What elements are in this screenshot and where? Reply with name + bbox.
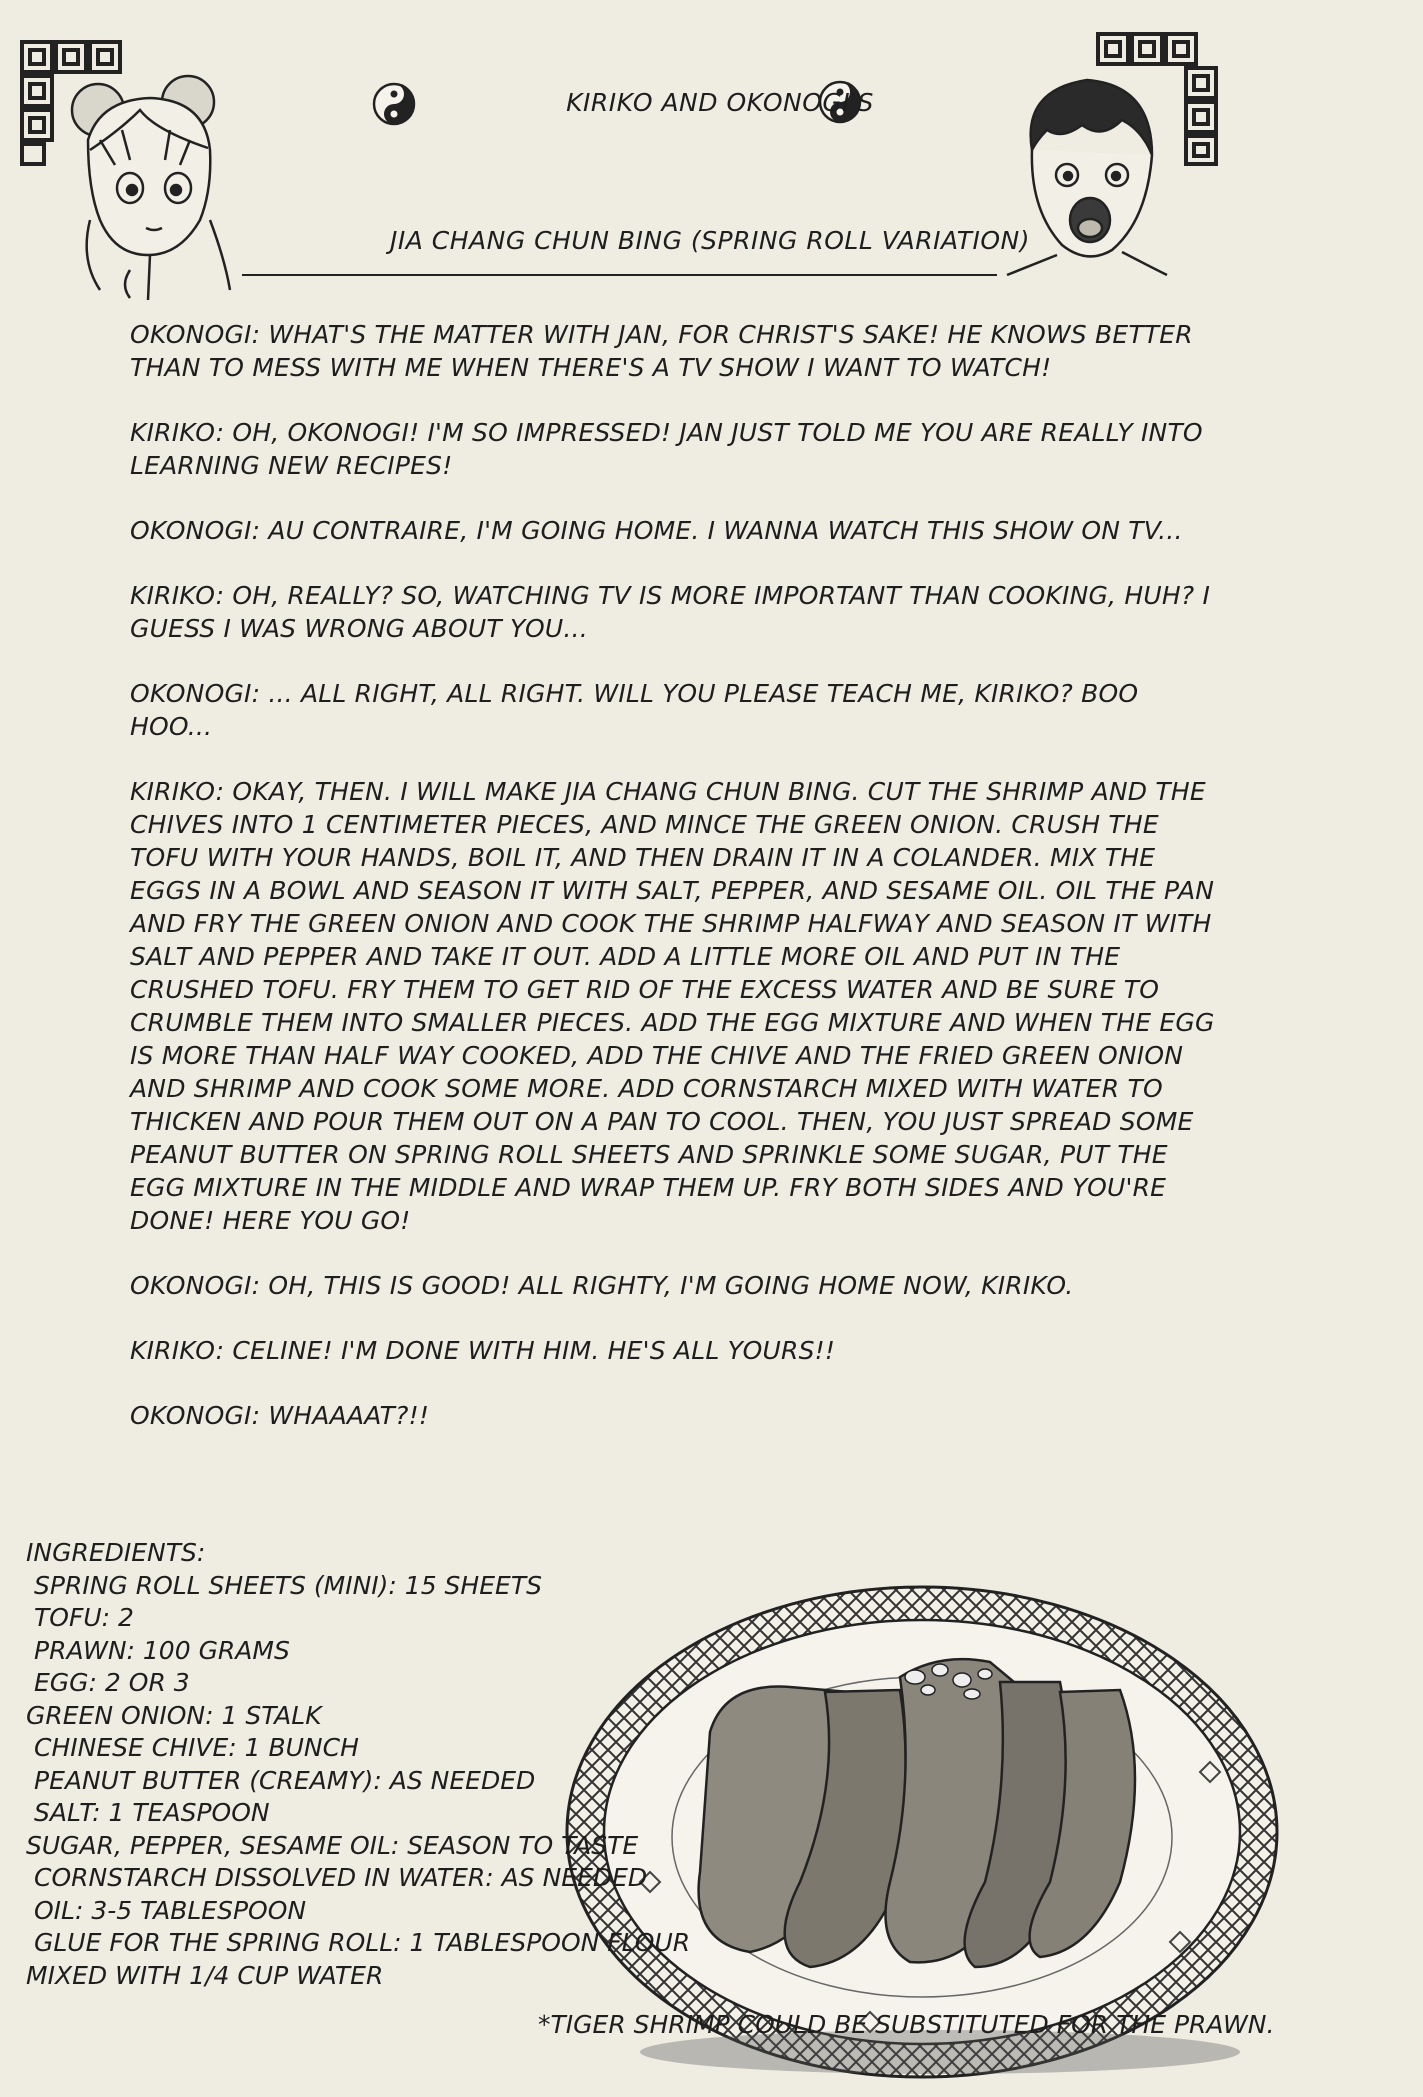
- ingredient-item: CORNSTARCH DISSOLVED IN WATER: AS NEEDED: [34, 1863, 648, 1892]
- recipe-title: JIA CHANG CHUN BING (SPRING ROLL VARIATION): [389, 226, 1031, 255]
- ingredient-item: GREEN ONION: 1 STALK: [26, 1700, 322, 1730]
- ingredient-item: SPRING ROLL SHEETS (MINI): 15 SHEETS: [34, 1570, 542, 1600]
- dialogue-line: OKONOGI: AU CONTRAIRE, I'M GOING HOME. I WANNA WATCH THIS SHOW ON TV...: [130, 516, 1183, 545]
- ingredient-item: SUGAR, PEPPER, SESAME OIL: SEASON TO TASTE: [26, 1830, 639, 1860]
- ingredient-item: TOFU: 2: [34, 1603, 134, 1632]
- dialogue-section: [130, 318, 1220, 1464]
- ingredient-item: PRAWN: 100 GRAMS: [34, 1635, 290, 1665]
- dialogue-line: KIRIKO: OH, REALLY? SO, WATCHING TV IS MORE IMPORTANT THAN COOKING, HUH? I GUESS I WAS WRONG ABOUT YOU...: [130, 581, 1211, 643]
- ingredient-item: EGG: 2 OR 3: [34, 1668, 190, 1697]
- ingredients-heading: INGREDIENTS:: [26, 1538, 206, 1567]
- ingredient-item: OIL: 3-5 TABLESPOON: [34, 1895, 307, 1925]
- ingredient-item: MIXED WITH 1/4 CUP WATER: [26, 1960, 384, 1990]
- ingredient-item: PEANUT BUTTER (CREAMY): AS NEEDED: [34, 1765, 536, 1795]
- dialogue-line: OKONOGI: WHAT'S THE MATTER WITH JAN, FOR CHRIST'S SAKE! HE KNOWS BETTER THAN TO MESS WITH ME WHEN THERE'S A TV SHOW I WANT TO WATCH!: [130, 320, 1193, 382]
- dialogue-line: OKONOGI: OH, THIS IS GOOD! ALL RIGHTY, I'M GOING HOME NOW, KIRIKO.: [130, 1271, 1074, 1300]
- substitution-footnote: *TIGER SHRIMP COULD BE SUBSTITUTED FOR THE PRAWN.: [538, 2010, 1275, 2039]
- title-underline-divider: [242, 274, 997, 276]
- dialogue-line: KIRIKO: OH, OKONOGI! I'M SO IMPRESSED! JAN JUST TOLD ME YOU ARE REALLY INTO LEARNING NEW RECIPES!: [130, 418, 1203, 480]
- dialogue-line: KIRIKO: OKAY, THEN. I WILL MAKE JIA CHANG CHUN BING. CUT THE SHRIMP AND THE CHIVES INTO 1 CENTIMETER PIECES, AND MINCE THE GREEN ONION. CRUSH THE TOFU WITH YOUR HANDS, BOIL IT, AND THEN DRAIN IT IN A COLANDER. MIX THE EGGS IN A BOWL AND SEASON IT WITH SALT, PEPPER, AND SESAME OIL. OIL THE PAN AND FRY THE GREEN ONION AND COOK THE SHRIMP HALFWAY AND SEASON IT WITH SALT AND PEPPER AND TAKE IT OUT. ADD A LITTLE MORE OIL AND PUT IN THE CRUSHED TOFU. FRY THEM TO GET RID OF THE EXCESS WATER AND BE SURE TO CRUMBLE THEM INTO SMALLER PIECES. ADD THE EGG MIXTURE AND WHEN THE EGG IS MORE THAN HALF WAY COOKED, ADD THE CHIVE AND THE FRIED GREEN ONION AND SHRIMP AND COOK SOME MORE. ADD CORNSTARCH MIXED WITH WATER TO THICKEN AND POUR THEM OUT ON A PAN TO COOL. THEN, YOU JUST SPREAD SOME PEANUT BUTTER ON SPRING ROLL SHEETS AND SPRINKLE SOME SUGAR, PUT THE EGG MIXTURE IN THE MIDDLE AND WRAP THEM UP. FRY BOTH SIDES AND YOU'RE DONE! HERE YOU GO!: [130, 777, 1215, 1235]
- ingredient-item: SALT: 1 TEASPOON: [34, 1798, 270, 1827]
- dialogue-line: KIRIKO: CELINE! I'M DONE WITH HIM. HE'S ALL YOURS!!: [130, 1336, 836, 1365]
- page-title-top: KIRIKO AND OKONOGI'S: [566, 88, 874, 117]
- dialogue-line: OKONOGI: ... ALL RIGHT, ALL RIGHT. WILL YOU PLEASE TEACH ME, KIRIKO? BOO HOO...: [130, 679, 1139, 741]
- dialogue-line: OKONOGI: WHAAAAT?!!: [130, 1401, 430, 1430]
- ingredients-list: [26, 1537, 746, 1992]
- ingredient-item: GLUE FOR THE SPRING ROLL: 1 TABLESPOON FLOUR: [34, 1928, 691, 1957]
- ingredient-item: CHINESE CHIVE: 1 BUNCH: [34, 1733, 359, 1762]
